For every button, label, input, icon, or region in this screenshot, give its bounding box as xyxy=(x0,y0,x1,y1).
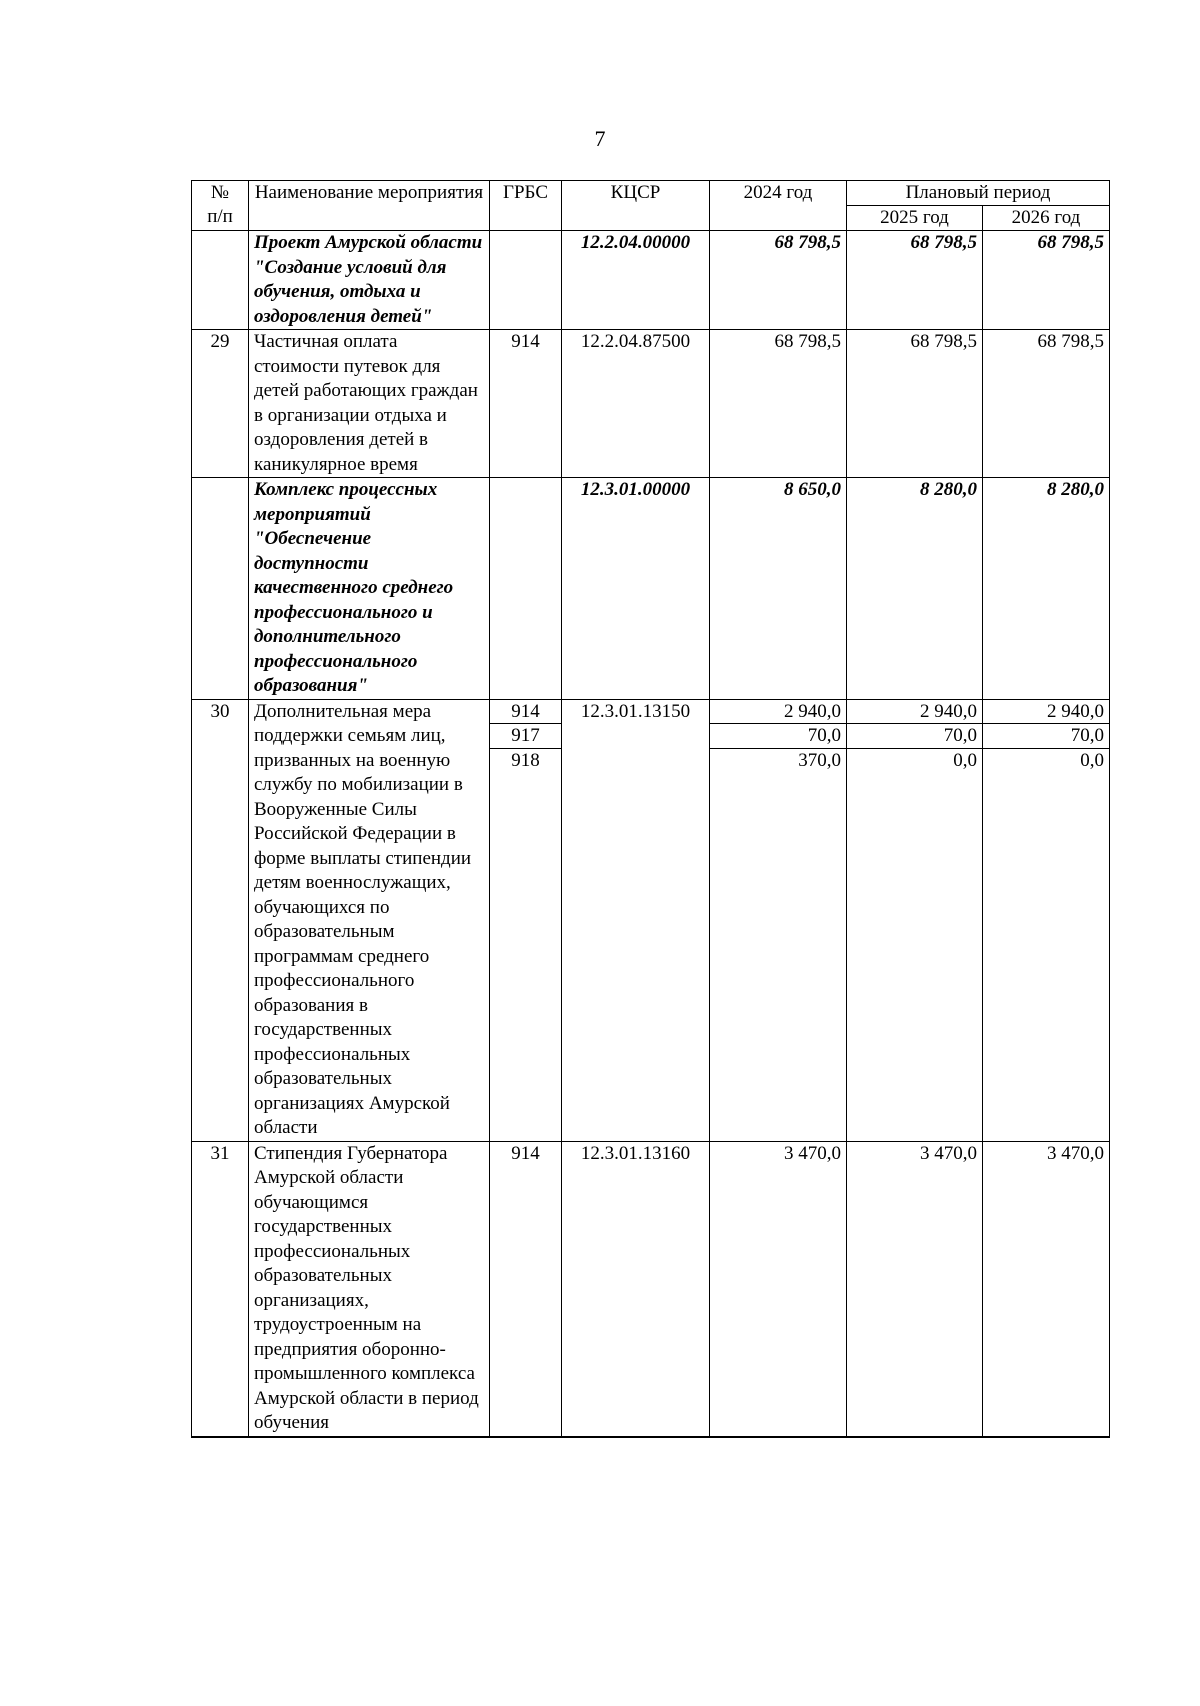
row-value-2024: 70,0 xyxy=(710,724,846,749)
row-value-2026: 8 280,0 xyxy=(983,478,1110,700)
row-no: 30 xyxy=(192,699,249,1141)
header-2025: 2025 год xyxy=(847,206,983,231)
row-value-2024: 370,0 xyxy=(798,749,841,771)
row-grbs: 917 xyxy=(490,724,561,749)
header-kcsr: КЦСР xyxy=(562,181,710,231)
row-name: Дополнительная мера поддержки семьям лиц, призванных на военную службу по мобилизации в Вооруженные Силы Российской Федерации в форме выплаты стипендии детям военнослужащих, обучающихся по образовательным программам среднего профессионального образования в государственных профессиональных образовательных организациях Амурской области xyxy=(249,699,490,1141)
table-row xyxy=(192,1141,1110,1437)
row-name: Стипендия Губернатора Амурской области обучающимся государственных профессиональных образовательных организациях, трудоустроенным на предприятия оборонно-промышленного комплекса Амурской области в период обучения xyxy=(249,1141,490,1437)
row-value-2024: 2 940,0 xyxy=(710,700,846,725)
row-grbs: 918 xyxy=(511,749,540,771)
row-value-2025: 70,0 xyxy=(847,724,982,749)
header-no xyxy=(192,181,249,231)
table-row xyxy=(192,699,1110,1141)
row-grbs xyxy=(490,231,562,330)
row-no: 29 xyxy=(192,330,249,478)
row-grbs: 914 xyxy=(490,1141,562,1437)
row-value-2025-stack xyxy=(847,699,983,1141)
header-no-sub-label: п/п xyxy=(207,206,233,227)
row-value-2025: 68 798,5 xyxy=(847,330,983,478)
header-planned-period: Плановый период xyxy=(847,181,1110,206)
row-grbs xyxy=(490,478,562,700)
row-value-2024: 68 798,5 xyxy=(710,330,847,478)
row-grbs: 914 xyxy=(490,330,562,478)
header-name: Наименование мероприятия xyxy=(249,181,490,231)
row-value-2025: 2 940,0 xyxy=(847,700,982,725)
row-value-2025: 3 470,0 xyxy=(847,1141,983,1437)
row-kcsr: 12.3.01.13150 xyxy=(562,699,710,1141)
row-name: Комплекс процессных мероприятий "Обеспечение доступности качественного среднего профессионального и дополнительного профессионального образования" xyxy=(249,478,490,700)
row-grbs-stack xyxy=(490,699,562,1141)
row-kcsr: 12.2.04.00000 xyxy=(562,231,710,330)
page-number: 7 xyxy=(594,126,606,151)
header-2026: 2026 год xyxy=(983,206,1110,231)
row-value-2024: 8 650,0 xyxy=(710,478,847,700)
row-value-2025: 68 798,5 xyxy=(847,231,983,330)
header-row xyxy=(192,181,1110,206)
table-row xyxy=(192,330,1110,478)
row-kcsr: 12.2.04.87500 xyxy=(562,330,710,478)
table-row xyxy=(192,478,1110,700)
row-value-2024: 3 470,0 xyxy=(710,1141,847,1437)
row-value-2024-stack xyxy=(710,699,847,1141)
row-value-2026: 68 798,5 xyxy=(983,231,1110,330)
row-value-2026: 70,0 xyxy=(983,724,1109,749)
row-no: 31 xyxy=(192,1141,249,1437)
row-kcsr: 12.3.01.00000 xyxy=(562,478,710,700)
table-row xyxy=(192,231,1110,330)
row-value-2026: 68 798,5 xyxy=(983,330,1110,478)
row-no xyxy=(192,231,249,330)
row-name: Частичная оплата стоимости путевок для детей работающих граждан в организации отдыха и оздоровления детей в каникулярное время xyxy=(249,330,490,478)
header-no-label: № xyxy=(210,182,230,203)
row-value-2026-stack xyxy=(983,699,1110,1141)
row-value-2026: 2 940,0 xyxy=(983,700,1109,725)
row-grbs: 914 xyxy=(490,700,561,725)
row-value-2026: 3 470,0 xyxy=(983,1141,1110,1437)
row-value-2024: 68 798,5 xyxy=(710,231,847,330)
row-no xyxy=(192,478,249,700)
budget-table xyxy=(191,180,1110,1438)
header-grbs: ГРБС xyxy=(490,181,562,231)
row-value-2026: 0,0 xyxy=(1080,749,1105,771)
row-value-2025: 8 280,0 xyxy=(847,478,983,700)
header-2024: 2024 год xyxy=(710,181,847,231)
row-kcsr: 12.3.01.13160 xyxy=(562,1141,710,1437)
row-value-2025: 0,0 xyxy=(953,749,977,771)
row-name: Проект Амурской области "Создание условий для обучения, отдыха и оздоровления детей" xyxy=(249,231,490,330)
